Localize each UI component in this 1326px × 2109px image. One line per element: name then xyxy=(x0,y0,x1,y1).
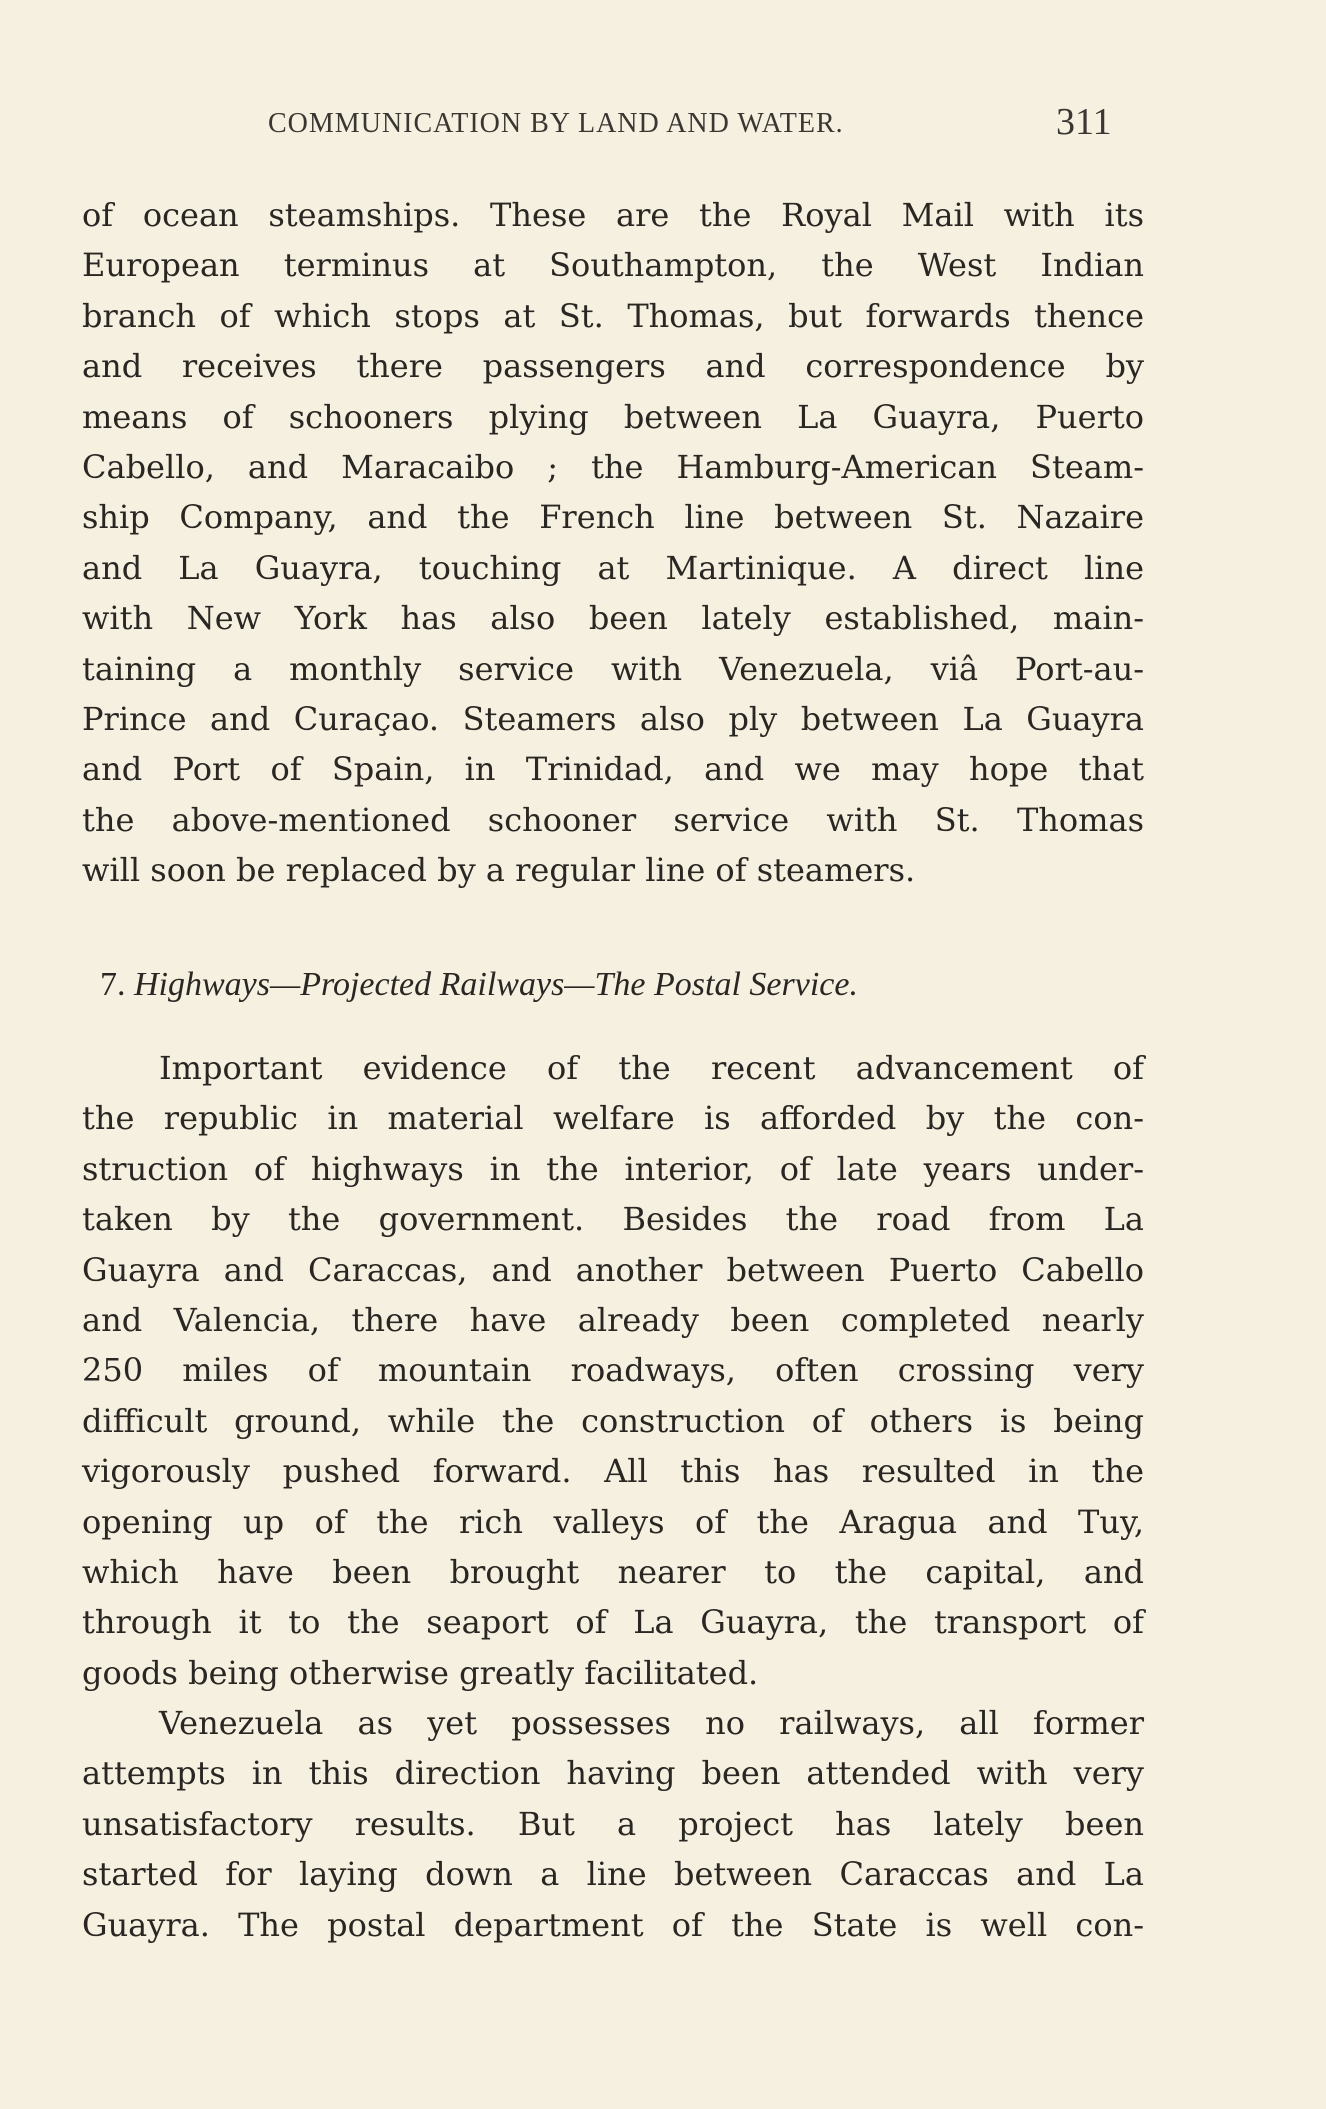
paragraph-highways xyxy=(82,1043,1144,1698)
section-number: 7. xyxy=(100,966,126,1003)
text-line: and receives there passengers and correspondence by xyxy=(82,347,1144,386)
text-line: unsatisfactory results. But a project has lately been xyxy=(82,1804,1144,1843)
text-line: Prince and Curaçao. Steamers also ply between La Guayra xyxy=(82,699,1144,738)
text-line: which have been brought nearer to the capital, and xyxy=(82,1552,1144,1591)
text-line: with New York has also been lately established, main- xyxy=(82,599,1144,638)
section-heading xyxy=(100,960,858,1010)
text-line: 250 miles of mountain roadways, often crossing very xyxy=(82,1351,1144,1390)
text-line: Guayra and Caraccas, and another between Puerto Cabello xyxy=(82,1250,1144,1289)
text-line: taining a monthly service with Venezuela, viâ Port-au- xyxy=(82,649,1144,688)
paragraph-ocean-steamships xyxy=(82,190,1144,895)
text-line: ship Company, and the French line between St. Nazaire xyxy=(82,498,1144,537)
text-line: Guayra. The postal department of the State is well con- xyxy=(82,1905,1144,1944)
text-line: Important evidence of the recent advancement of xyxy=(159,1049,1144,1087)
text-line: goods being otherwise greatly facilitated. xyxy=(82,1653,759,1692)
text-line: the republic in material welfare is afforded by the con- xyxy=(82,1099,1144,1138)
text-line: Cabello, and Maracaibo ; the Hamburg-American Steam- xyxy=(82,447,1144,486)
paragraph-railways xyxy=(82,1698,1144,1950)
text-line: branch of which stops at St. Thomas, but forwards thence xyxy=(82,296,1144,335)
text-line: and Port of Spain, in Trinidad, and we may hope that xyxy=(82,750,1144,789)
text-line: struction of highways in the interior, of late years under- xyxy=(82,1149,1144,1188)
text-line: difficult ground, while the construction of others is being xyxy=(82,1401,1144,1440)
section-title: Highways—Projected Railways—The Postal Service. xyxy=(134,966,858,1003)
text-line: and La Guayra, touching at Martinique. A direct line xyxy=(82,548,1144,587)
text-line: the above-mentioned schooner service with St. Thomas xyxy=(82,800,1144,839)
text-line: means of schooners plying between La Guayra, Puerto xyxy=(82,397,1144,436)
text-line: opening up of the rich valleys of the Aragua and Tuy, xyxy=(82,1502,1144,1541)
text-line: Venezuela as yet possesses no railways, all former xyxy=(159,1704,1144,1742)
text-line: started for laying down a line between Caraccas and La xyxy=(82,1855,1144,1894)
text-line: European terminus at Southampton, the West Indian xyxy=(82,246,1144,285)
text-line: will soon be replaced by a regular line of steamers. xyxy=(82,851,916,890)
page-number: 311 xyxy=(1056,101,1112,143)
text-line: of ocean steamships. These are the Royal Mail with its xyxy=(82,196,1144,234)
text-line: taken by the government. Besides the road from La xyxy=(82,1200,1144,1239)
text-line: vigorously pushed forward. All this has resulted in the xyxy=(82,1452,1144,1491)
text-line: attempts in this direction having been attended with very xyxy=(82,1754,1144,1793)
text-line: and Valencia, there have already been completed nearly xyxy=(82,1300,1144,1339)
running-title: COMMUNICATION BY LAND AND WATER. xyxy=(268,108,844,139)
text-line: through it to the seaport of La Guayra, the transport of xyxy=(82,1603,1144,1642)
